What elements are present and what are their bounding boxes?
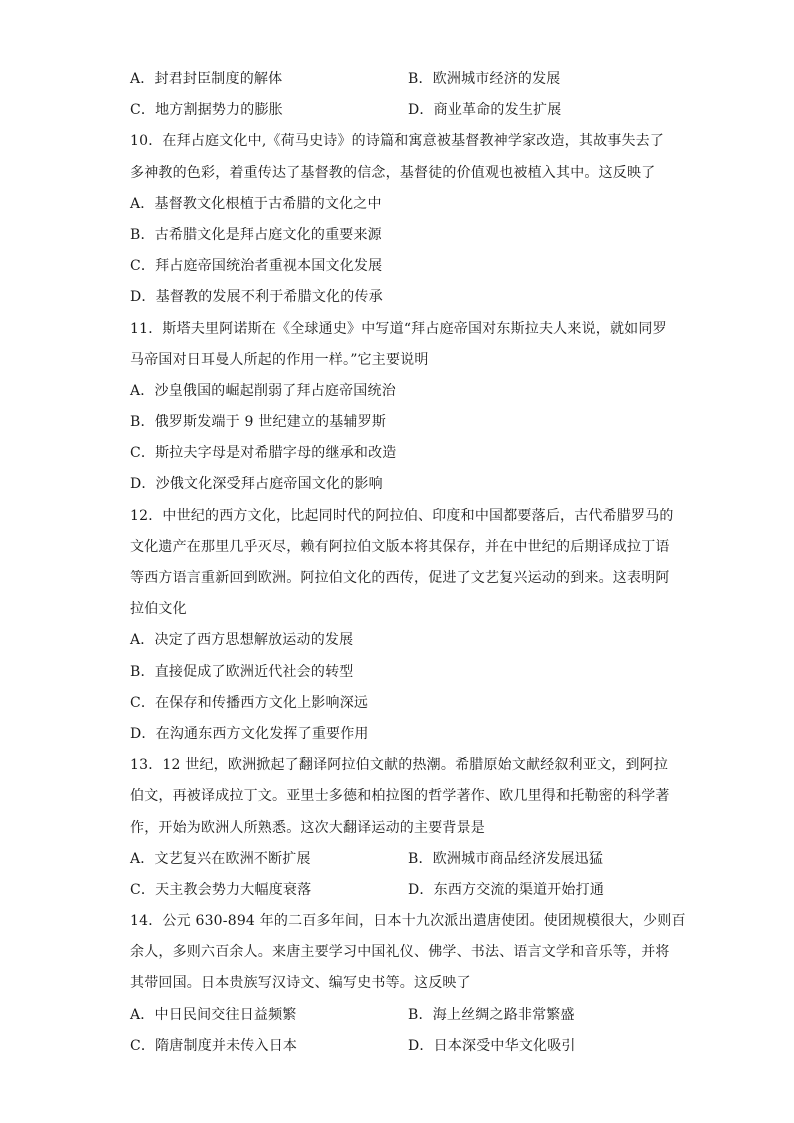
document-page bbox=[130, 64, 686, 1062]
question-13-options-row-2 bbox=[130, 875, 660, 906]
question-11-option-c[interactable]: C．斯拉夫字母是对希腊字母的继承和改造 bbox=[130, 445, 397, 462]
question-13-stem-line-2: 伯文，再被译成拉丁文。亚里士多德和柏拉图的哲学著作、欧几里得和托勒密的科学著 bbox=[130, 788, 670, 805]
question-10-stem-line-1: 10．在拜占庭文化中,《荷马史诗》的诗篇和寓意被基督教神学家改造，其故事失去了 bbox=[130, 133, 665, 150]
question-14-option-d[interactable]: D．日本深受中华文化吸引 bbox=[408, 1037, 576, 1054]
question-13-option-a[interactable]: A．文艺复兴在欧洲不断扩展 bbox=[130, 850, 311, 867]
question-13-option-d[interactable]: D．东西方交流的渠道开始打通 bbox=[408, 881, 605, 898]
question-10-stem-line-2: 多神教的色彩，着重传达了基督教的信念，基督徒的价值观也被植入其中。这反映了 bbox=[130, 164, 656, 181]
question-14-option-b[interactable]: B．海上丝绸之路非常繁盛 bbox=[408, 1006, 575, 1023]
question-12-option-a[interactable]: A．决定了西方思想解放运动的发展 bbox=[130, 632, 354, 649]
question-14-stem-line-1: 14．公元 630-894 年的二百多年间，日本十九次派出遣唐使团。使团规模很大，少则百 bbox=[130, 913, 686, 930]
question-13-stem-line-3: 作，开始为欧洲人所熟悉。这次大翻译运动的主要背景是 bbox=[130, 819, 485, 836]
question-9-options-row-1 bbox=[130, 64, 660, 95]
question-12-option-b[interactable]: B．直接促成了欧洲近代社会的转型 bbox=[130, 663, 354, 680]
question-13-stem-line-1: 13．12 世纪，欧洲掀起了翻译阿拉伯文献的热潮。希腊原始文献经叙利亚文，到阿拉 bbox=[130, 757, 669, 774]
question-11-option-a[interactable]: A．沙皇俄国的崛起削弱了拜占庭帝国统治 bbox=[130, 382, 396, 399]
question-11-option-b[interactable]: B．俄罗斯发端于 9 世纪建立的基辅罗斯 bbox=[130, 414, 387, 431]
question-10-option-a[interactable]: A．基督教文化根植于古希腊的文化之中 bbox=[130, 195, 382, 212]
question-10-option-d[interactable]: D．基督教的发展不利于希腊文化的传承 bbox=[130, 289, 383, 306]
question-12-stem-line-3: 等西方语言重新回到欧洲。阿拉伯文化的西传，促进了文艺复兴运动的到来。这表明阿 bbox=[130, 570, 670, 586]
question-14-options-row-1 bbox=[130, 1000, 660, 1031]
question-9-option-d[interactable]: D．商业革命的发生扩展 bbox=[408, 102, 562, 119]
question-10-option-b[interactable]: B．古希腊文化是拜占庭文化的重要来源 bbox=[130, 226, 382, 243]
question-12-option-c[interactable]: C．在保存和传播西方文化上影响深远 bbox=[130, 694, 369, 711]
question-13-options-row-1 bbox=[130, 844, 660, 875]
question-9-option-b[interactable]: B．欧洲城市经济的发展 bbox=[408, 71, 561, 87]
question-9-option-c[interactable]: C．地方割据势力的膨胀 bbox=[130, 102, 283, 119]
question-14-stem-line-3: 其带回国。日本贵族写汉诗文、编写史书等。这反映了 bbox=[130, 975, 471, 992]
question-12-option-d[interactable]: D．在沟通东西方文化发挥了重要作用 bbox=[130, 725, 369, 742]
question-9-option-a[interactable]: A．封君封臣制度的解体 bbox=[130, 71, 283, 87]
question-12-stem-line-4: 拉伯文化 bbox=[130, 601, 187, 618]
question-11-option-d[interactable]: D．沙俄文化深受拜占庭帝国文化的影响 bbox=[130, 476, 383, 493]
question-10-option-c[interactable]: C．拜占庭帝国统治者重视本国文化发展 bbox=[130, 258, 383, 275]
question-9-options-row-2 bbox=[130, 95, 660, 126]
question-12-stem-line-2: 文化遗产在那里几乎灭尽，赖有阿拉伯文版本将其保存，并在中世纪的后期译成拉丁语 bbox=[130, 538, 670, 555]
question-11-stem-line-1: 11．斯塔夫里阿诺斯在《全球通史》中写道“拜占庭帝国对东斯拉夫人来说，就如同罗 bbox=[130, 320, 667, 337]
question-14-stem-line-2: 余人，多则六百余人。来唐主要学习中国礼仪、佛学、书法、语言文学和音乐等，并将 bbox=[130, 944, 670, 961]
question-13-option-c[interactable]: C．天主教会势力大幅度衰落 bbox=[130, 881, 312, 898]
question-14-option-a[interactable]: A．中日民间交往日益频繁 bbox=[130, 1006, 297, 1023]
question-13-option-b[interactable]: B．欧洲城市商品经济发展迅猛 bbox=[408, 850, 604, 867]
question-11-stem-line-2: 马帝国对日耳曼人所起的作用一样。”它主要说明 bbox=[130, 351, 429, 368]
question-14-option-c[interactable]: C．隋唐制度并未传入日本 bbox=[130, 1037, 298, 1054]
question-12-stem-line-1: 12．中世纪的西方文化，比起同时代的阿拉伯、印度和中国都要落后，古代希腊罗马的 bbox=[130, 507, 674, 524]
question-14-options-row-2 bbox=[130, 1031, 660, 1062]
